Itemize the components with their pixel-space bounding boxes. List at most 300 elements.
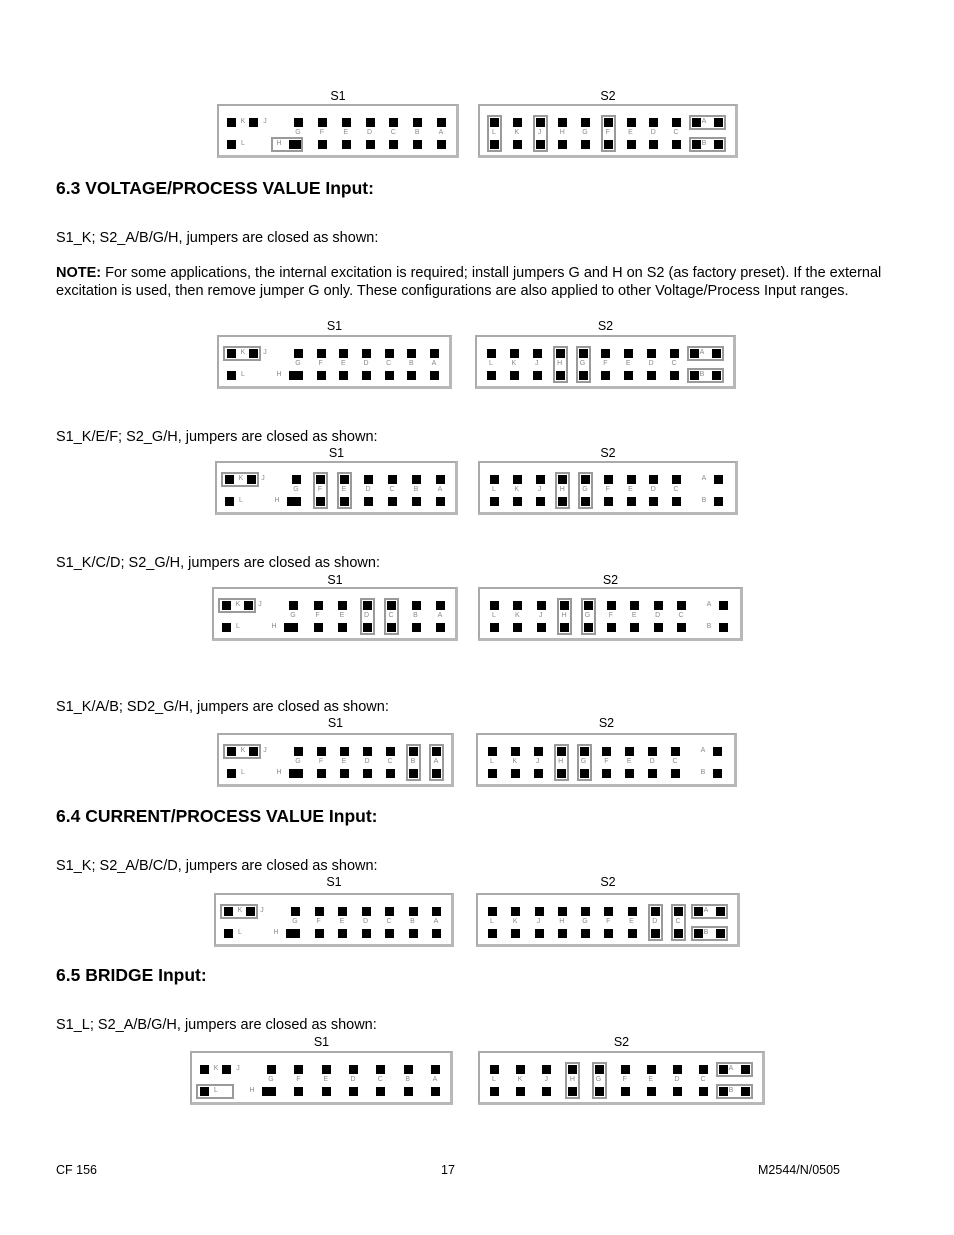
- section-heading-voltage: 6.3 VOLTAGE/PROCESS VALUE Input:: [56, 178, 374, 198]
- s1-label-h: H: [271, 623, 277, 630]
- s1-pin-g-top: [294, 747, 303, 756]
- s2-pin-j-bottom: [537, 623, 546, 632]
- s1-title: S1: [326, 319, 343, 333]
- s2-pin-d-bottom: [654, 623, 663, 632]
- s2-pin-l-bottom: [487, 371, 496, 380]
- s1-pin-e-top: [338, 907, 347, 916]
- s1-pin-a-top: [436, 601, 445, 610]
- s2-pin-e-bottom: [627, 497, 636, 506]
- s1-label-k: K: [240, 747, 246, 754]
- s2-pin-d-bottom: [647, 371, 656, 380]
- s1-title: S1: [327, 573, 343, 587]
- s2-jumper-h: [565, 1062, 580, 1099]
- s2-pin-j-bottom: [534, 769, 543, 778]
- s2-jumper-b: [691, 926, 728, 941]
- s2-pin-e-top: [625, 747, 634, 756]
- s1-pin-g-top: [292, 475, 301, 484]
- s2-pin-c-bottom: [671, 769, 680, 778]
- s2-header-block: [478, 461, 738, 515]
- s2-label-d: D: [650, 129, 656, 136]
- s1-label-l: L: [239, 497, 243, 504]
- s2-pin-c-top: [670, 349, 679, 358]
- s2-pin-l-bottom: [490, 497, 499, 506]
- s2-pin-h-top: [558, 907, 567, 916]
- s2-jumper-h: [553, 346, 568, 383]
- s2-label-j: J: [535, 360, 539, 367]
- s2-label-f: F: [604, 758, 609, 765]
- s1-pin-a-bottom: [436, 623, 445, 632]
- s2-pin-l-top: [490, 475, 499, 484]
- s1-label-d: D: [362, 918, 369, 925]
- s2-label-c: C: [673, 129, 679, 136]
- s1-pin-c-bottom: [376, 1087, 385, 1096]
- s2-pin-l-top: [488, 747, 497, 756]
- s2-label-c: C: [671, 360, 677, 367]
- s2-label-c: C: [700, 1076, 706, 1083]
- s1-pin-l: [224, 929, 233, 938]
- s1-pin-f-bottom: [315, 929, 324, 938]
- s2-jumper-g: [576, 346, 591, 383]
- s2-pin-d-bottom: [649, 497, 658, 506]
- s2-pin-d-top: [648, 747, 657, 756]
- s1-jumper-c: [384, 598, 399, 635]
- caption-voltage-2: S1_K/E/F; S2_G/H, jumpers are closed as shown:: [56, 429, 378, 445]
- s1-label-b: B: [410, 918, 415, 925]
- s1-jumper-b: [406, 744, 421, 781]
- s2-label-d: D: [674, 1076, 680, 1083]
- s2-label-h: H: [561, 612, 567, 619]
- s1-label-c: C: [388, 612, 394, 619]
- s1-label-h: H: [273, 929, 279, 936]
- s1-label-c: C: [390, 129, 396, 136]
- s1-pin-l: [227, 371, 236, 380]
- s2-label-g: G: [579, 360, 586, 367]
- s1-pin-b-bottom: [412, 623, 421, 632]
- s1-pin-f-top: [317, 349, 326, 358]
- s1-jumper-f: [313, 472, 328, 509]
- section-heading-bridge: 6.5 BRIDGE Input:: [56, 965, 207, 985]
- s2-pin-f-bottom: [604, 929, 613, 938]
- s2-pin-f-top: [604, 907, 613, 916]
- s1-label-a: A: [437, 486, 443, 493]
- s2-pin-d-top: [649, 475, 658, 484]
- s2-label-k: K: [512, 758, 518, 765]
- s1-label-c: C: [389, 486, 395, 493]
- s1-label-e: E: [339, 918, 345, 925]
- s1-label-f: F: [317, 486, 323, 493]
- s2-pin-k-bottom: [511, 929, 520, 938]
- section-heading-current: 6.4 CURRENT/PROCESS VALUE Input:: [56, 806, 378, 826]
- s1-pin-g-top: [267, 1065, 276, 1074]
- s1-header-block: [212, 587, 458, 641]
- caption-voltage-4: S1_K/A/B; SD2_G/H, jumpers are closed as shown:: [56, 699, 389, 715]
- s2-jumper-a: [691, 904, 728, 919]
- s1-pin-f-top: [294, 1065, 303, 1074]
- s1-header-block: [215, 461, 458, 515]
- s2-jumper-a: [716, 1062, 753, 1077]
- s2-title: S2: [602, 573, 619, 587]
- s1-label-l: L: [241, 140, 245, 147]
- s2-label-e: E: [648, 1076, 654, 1083]
- s1-pin-l: [222, 623, 231, 632]
- s2-pin-b: [714, 497, 723, 506]
- s2-pin-c-top: [699, 1065, 708, 1074]
- s1-label-e: E: [339, 612, 345, 619]
- s1-pin-c-bottom: [386, 769, 395, 778]
- s2-label-d: D: [652, 918, 658, 925]
- s1-label-g: G: [268, 1076, 274, 1083]
- s2-label-g: G: [584, 612, 591, 619]
- s2-pin-k-bottom: [516, 1087, 525, 1096]
- s2-jumper-a: [687, 346, 724, 361]
- s2-pin-d-top: [649, 118, 658, 127]
- s2-label-h: H: [559, 129, 565, 136]
- s2-pin-k-bottom: [513, 623, 522, 632]
- s2-label-j: J: [536, 918, 541, 925]
- s2-label-f: F: [606, 918, 611, 925]
- s1-label-d: D: [363, 360, 369, 367]
- s2-label-b: B: [728, 1087, 734, 1094]
- s2-jumper-l: [487, 115, 502, 152]
- s2-pin-f-top: [602, 747, 611, 756]
- s1-label-k: K: [237, 907, 243, 914]
- s1-pin-c-top: [385, 349, 394, 358]
- s1-label-b: B: [414, 129, 420, 136]
- s2-label-f: F: [605, 129, 610, 136]
- s1-pin-e-top: [322, 1065, 331, 1074]
- s2-label-g: G: [595, 1076, 602, 1083]
- s1-label-b: B: [413, 486, 419, 493]
- s1-jumper-a: [429, 744, 444, 781]
- s2-label-j: J: [536, 758, 540, 765]
- s1-label-g: G: [290, 612, 296, 619]
- s1-pin-a-top: [431, 1065, 440, 1074]
- s2-pin-l-bottom: [490, 623, 499, 632]
- s2-label-g: G: [582, 129, 588, 136]
- s2-pin-c-bottom: [672, 140, 681, 149]
- s2-jumper-g: [581, 598, 596, 635]
- s2-pin-h-bottom: [558, 140, 567, 149]
- s1-pin-d-top: [362, 907, 371, 916]
- s2-pin-k-top: [513, 475, 522, 484]
- s1-label-a: A: [432, 1076, 438, 1083]
- s1-label-g: G: [295, 129, 301, 136]
- s2-label-g: G: [580, 758, 587, 765]
- s2-pin-j-top: [535, 907, 544, 916]
- s1-label-b: B: [410, 758, 416, 765]
- s1-label-j: J: [263, 747, 267, 754]
- s2-pin-k-bottom: [511, 769, 520, 778]
- s2-label-h: H: [569, 1076, 575, 1083]
- s2-pin-e-bottom: [630, 623, 639, 632]
- s2-pin-k-top: [513, 601, 522, 610]
- s2-title: S2: [598, 716, 615, 730]
- page-number: 17: [441, 1163, 455, 1177]
- s1-label-e: E: [323, 1076, 328, 1083]
- s2-label-f: F: [622, 1076, 627, 1083]
- s1-label-j: J: [260, 907, 264, 914]
- s1-pin-c-bottom: [385, 371, 394, 380]
- s1-label-b: B: [405, 1076, 410, 1083]
- s2-jumper-g: [577, 744, 592, 781]
- s2-label-e: E: [631, 612, 637, 619]
- s1-pin-b-bottom: [407, 371, 416, 380]
- s2-label-e: E: [626, 758, 632, 765]
- s1-pin-f-top: [314, 601, 323, 610]
- s1-pin-e-bottom: [342, 140, 351, 149]
- s1-label-f: F: [296, 1076, 301, 1083]
- note-label: NOTE:: [56, 265, 102, 281]
- s1-label-a: A: [431, 360, 437, 367]
- s1-pin-b-top: [407, 349, 416, 358]
- s2-label-a: A: [699, 349, 705, 356]
- s1-pin-d-bottom: [364, 497, 373, 506]
- s1-label-f: F: [315, 612, 320, 619]
- s1-pin-e-bottom: [338, 623, 347, 632]
- s1-pin-c-bottom: [389, 140, 398, 149]
- s1-pin-d-bottom: [363, 769, 372, 778]
- s1-label-a: A: [438, 129, 444, 136]
- s2-label-b: B: [701, 140, 707, 147]
- s2-header-block: [478, 587, 743, 641]
- s2-label-e: E: [625, 360, 631, 367]
- s2-jumper-a: [689, 115, 726, 130]
- s2-pin-a: [713, 747, 722, 756]
- s1-jumper-k: [223, 744, 261, 759]
- s1-pin-d-bottom: [349, 1087, 358, 1096]
- s1-pin-e-top: [342, 118, 351, 127]
- s1-pin-d-top: [364, 475, 373, 484]
- caption-voltage-1: S1_K; S2_A/B/G/H, jumpers are closed as shown:: [56, 230, 379, 246]
- s2-label-c: C: [673, 486, 679, 493]
- s1-pin-e-top: [339, 349, 348, 358]
- s1-pin-k-top: [200, 1065, 209, 1074]
- s1-label-f: F: [319, 129, 324, 136]
- s2-pin-j-top: [536, 475, 545, 484]
- s2-pin-l-bottom: [490, 1087, 499, 1096]
- s1-header-block: [217, 733, 454, 787]
- s2-pin-d-top: [647, 349, 656, 358]
- s1-label-h: H: [276, 140, 282, 147]
- s2-label-c: C: [678, 612, 684, 619]
- s2-pin-f-bottom: [601, 371, 610, 380]
- s1-pin-f-bottom: [317, 769, 326, 778]
- s1-title: S1: [327, 716, 344, 730]
- s1-pin-b-top: [409, 907, 418, 916]
- s2-pin-j-top: [542, 1065, 551, 1074]
- s1-pin-f-bottom: [317, 371, 326, 380]
- s2-header-block: [475, 335, 736, 389]
- s2-pin-a: [719, 601, 728, 610]
- s1-pin-d-top: [366, 118, 375, 127]
- s1-label-d: D: [364, 758, 370, 765]
- s2-pin-e-top: [628, 907, 637, 916]
- s2-pin-c-bottom: [672, 497, 681, 506]
- s1-pin-b-top: [412, 475, 421, 484]
- s1-pin-a-bottom: [431, 1087, 440, 1096]
- s1-pin-e-bottom: [338, 929, 347, 938]
- s1-pin-b-bottom: [412, 497, 421, 506]
- s2-label-a: A: [701, 475, 707, 482]
- s2-jumper-f: [601, 115, 616, 152]
- s1-pin-f-top: [317, 747, 326, 756]
- s1-pin-j-top: [249, 118, 258, 127]
- s2-pin-k-bottom: [510, 371, 519, 380]
- caption-voltage-3: S1_K/C/D; S2_G/H, jumpers are closed as shown:: [56, 555, 380, 571]
- s1-pin-g-bottom: [291, 929, 300, 938]
- s2-pin-b: [713, 769, 722, 778]
- s1-header-block: [214, 893, 454, 947]
- s1-label-k: K: [240, 349, 246, 356]
- s2-jumper-b: [687, 368, 724, 383]
- s2-header-block: [478, 1051, 765, 1105]
- s2-pin-b: [719, 623, 728, 632]
- s1-label-d: D: [366, 129, 373, 136]
- s2-label-l: L: [490, 918, 494, 925]
- s2-pin-c-bottom: [670, 371, 679, 380]
- s2-pin-h-top: [558, 118, 567, 127]
- s2-label-a: A: [703, 907, 709, 914]
- s1-pin-g-top: [291, 907, 300, 916]
- s2-pin-e-bottom: [625, 769, 634, 778]
- s1-pin-c-top: [385, 907, 394, 916]
- s1-pin-a-top: [437, 118, 446, 127]
- s1-label-b: B: [413, 612, 418, 619]
- s1-label-d: D: [363, 612, 370, 619]
- s2-pin-j-bottom: [533, 371, 542, 380]
- s2-pin-d-bottom: [648, 769, 657, 778]
- s1-title: S1: [313, 1035, 330, 1049]
- s1-pin-c-bottom: [385, 929, 394, 938]
- s2-jumper-b: [716, 1084, 753, 1099]
- s2-pin-l-top: [490, 1065, 499, 1074]
- s1-pin-l: [227, 140, 236, 149]
- s2-label-g: G: [582, 918, 588, 925]
- s2-label-b: B: [703, 929, 709, 936]
- s1-pin-a-bottom: [430, 371, 439, 380]
- s2-label-b: B: [699, 371, 705, 378]
- s2-label-k: K: [511, 360, 517, 367]
- s2-jumper-b: [689, 137, 726, 152]
- s2-pin-f-bottom: [604, 497, 613, 506]
- s2-pin-g-bottom: [581, 140, 590, 149]
- s2-label-h: H: [558, 758, 564, 765]
- s2-pin-l-top: [490, 601, 499, 610]
- s2-title: S2: [600, 89, 616, 103]
- s2-label-h: H: [557, 360, 563, 367]
- s2-label-c: C: [675, 918, 681, 925]
- s1-pin-c-bottom: [388, 497, 397, 506]
- s1-label-k: K: [235, 601, 241, 608]
- s1-pin-a-top: [436, 475, 445, 484]
- s2-pin-l-top: [487, 349, 496, 358]
- s1-jumper-k: [221, 472, 259, 487]
- s2-label-k: K: [515, 612, 520, 619]
- s2-label-l: L: [489, 360, 493, 367]
- s2-pin-j-top: [534, 747, 543, 756]
- s2-pin-j-bottom: [535, 929, 544, 938]
- s1-label-j: J: [263, 118, 267, 125]
- note-text: For some applications, the internal excitation is required; install jumpers G and H on S2 (as factory preset). If the external excitation is used, then remove jumper G only. These configurations are also applied to other Voltage/Process Input ranges.: [56, 265, 882, 299]
- s1-label-j: J: [236, 1065, 240, 1072]
- s1-label-e: E: [341, 758, 347, 765]
- s2-pin-g-top: [581, 118, 590, 127]
- s2-pin-f-top: [604, 475, 613, 484]
- s2-title: S2: [613, 1035, 630, 1049]
- s2-pin-e-bottom: [628, 929, 637, 938]
- s2-label-a: A: [700, 747, 706, 754]
- s2-label-f: F: [608, 612, 614, 619]
- s2-pin-e-top: [627, 118, 636, 127]
- s1-pin-b-bottom: [413, 140, 422, 149]
- s2-pin-c-top: [671, 747, 680, 756]
- s1-pin-d-bottom: [362, 929, 371, 938]
- s2-pin-d-top: [673, 1065, 682, 1074]
- s1-pin-g-top: [294, 349, 303, 358]
- s1-pin-f-top: [315, 907, 324, 916]
- s2-label-f: F: [603, 360, 608, 367]
- s1-label-d: D: [350, 1076, 356, 1083]
- s2-label-h: H: [559, 486, 565, 493]
- s1-pin-g-bottom: [267, 1087, 276, 1096]
- s1-label-j: J: [263, 349, 267, 356]
- s2-label-k: K: [514, 129, 520, 136]
- s1-pin-e-bottom: [322, 1087, 331, 1096]
- s1-label-h: H: [276, 371, 282, 378]
- s1-jumper-l: [196, 1084, 234, 1099]
- s2-label-c: C: [672, 758, 678, 765]
- s1-pin-a-bottom: [436, 497, 445, 506]
- s2-pin-e-top: [627, 475, 636, 484]
- s2-label-b: B: [706, 623, 712, 630]
- s1-pin-g-bottom: [294, 769, 303, 778]
- s2-jumper-g: [592, 1062, 607, 1099]
- s2-label-e: E: [628, 486, 633, 493]
- caption-bridge: S1_L; S2_A/B/G/H, jumpers are closed as shown:: [56, 1017, 377, 1033]
- s1-label-k: K: [240, 118, 246, 125]
- s1-jumper-k: [223, 346, 261, 361]
- s1-label-g: G: [293, 486, 299, 493]
- s1-pin-g-bottom: [294, 371, 303, 380]
- s2-pin-c-bottom: [677, 623, 686, 632]
- s1-jumper-h: [271, 137, 303, 152]
- s2-label-h: H: [559, 918, 565, 925]
- s1-label-l: L: [238, 929, 242, 936]
- s1-label-f: F: [318, 360, 323, 367]
- note-paragraph: [56, 264, 896, 300]
- s2-jumper-h: [557, 598, 572, 635]
- s2-label-a: A: [728, 1065, 734, 1072]
- s1-jumper-k: [220, 904, 258, 919]
- s2-label-f: F: [605, 486, 610, 493]
- s1-pin-d-bottom: [362, 371, 371, 380]
- s1-pin-e-bottom: [340, 769, 349, 778]
- s1-label-a: A: [437, 612, 443, 619]
- s1-pin-b-bottom: [409, 929, 418, 938]
- s2-pin-f-top: [621, 1065, 630, 1074]
- s1-pin-b-top: [404, 1065, 413, 1074]
- s2-label-d: D: [655, 612, 661, 619]
- s2-pin-e-bottom: [624, 371, 633, 380]
- s1-label-c: C: [386, 360, 392, 367]
- caption-current: S1_K; S2_A/B/C/D, jumpers are closed as shown:: [56, 858, 378, 874]
- s1-label-g: G: [292, 918, 298, 925]
- s2-pin-j-bottom: [536, 497, 545, 506]
- s2-label-e: E: [628, 129, 633, 136]
- s2-label-d: D: [649, 758, 655, 765]
- s1-jumper-e: [337, 472, 352, 509]
- s2-title: S2: [600, 875, 616, 889]
